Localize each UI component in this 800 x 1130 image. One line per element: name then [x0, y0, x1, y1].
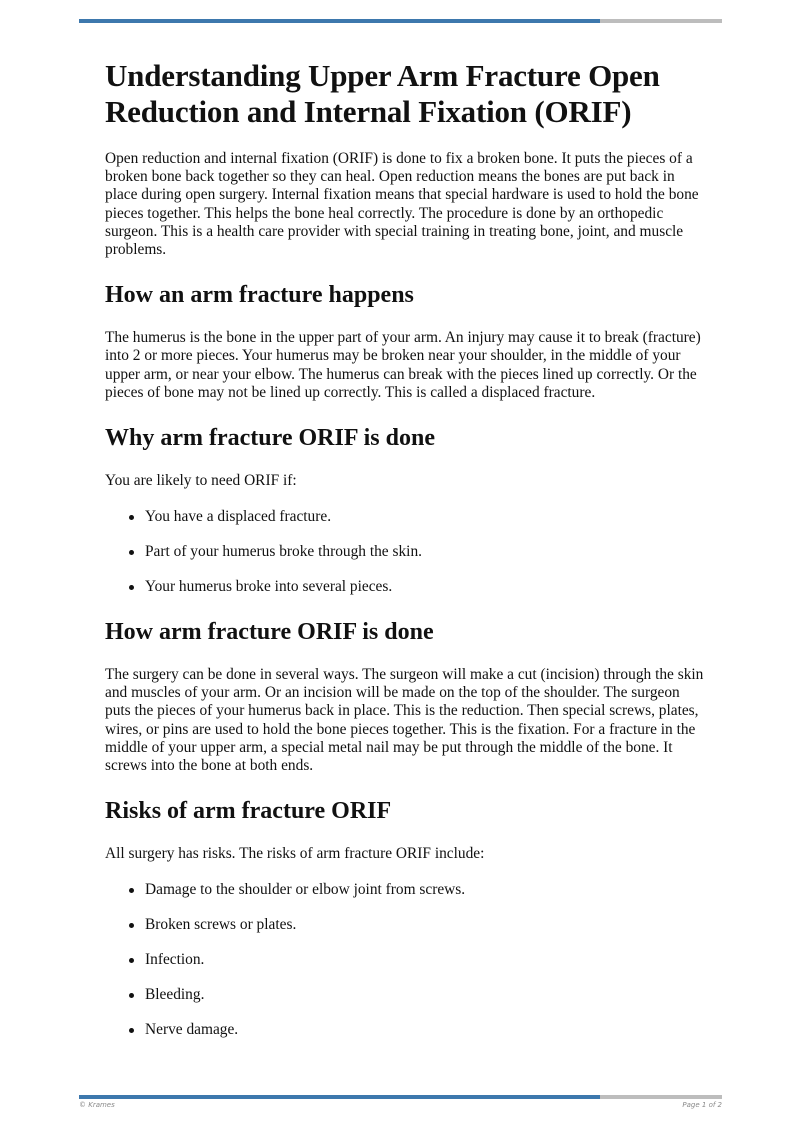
- list-item: [145, 951, 705, 969]
- list-item: [145, 881, 705, 899]
- list-item-text: Damage to the shoulder or elbow joint from screws.: [145, 881, 466, 899]
- bullet-icon: [129, 923, 134, 928]
- risks-list: [105, 881, 705, 1038]
- list-item-text: Nerve damage.: [145, 1020, 239, 1038]
- why-orif-list: [105, 508, 705, 596]
- section-heading-how-fracture-happens: How an arm fracture happens: [105, 282, 414, 309]
- list-item-text: Your humerus broke into several pieces.: [145, 577, 393, 595]
- bullet-icon: [129, 585, 134, 590]
- bullet-icon: [129, 888, 134, 893]
- section-heading-how-orif-done: How arm fracture ORIF is done: [105, 619, 434, 646]
- section-paragraph-how-fracture-happens: The humerus is the bone in the upper part of your arm. An injury may cause it to break (fracture) into 2 or more pieces. Your humerus may be broken near your shoulder, in the middle of your upper arm, or near your elbow. The humerus can break with the pieces lined up correctly. Or the pieces of bone may not be lined up correctly. This is called a displaced fracture.: [105, 329, 701, 401]
- section-heading-risks: Risks of arm fracture ORIF: [105, 798, 392, 825]
- list-item: [145, 543, 705, 561]
- list-item-text: Part of your humerus broke through the skin.: [145, 543, 422, 561]
- bullet-icon: [129, 1028, 134, 1033]
- section-paragraph-why-orif: You are likely to need ORIF if:: [105, 472, 297, 490]
- list-item: [145, 1021, 705, 1039]
- list-item-text: Infection.: [145, 951, 205, 969]
- bullet-icon: [129, 993, 134, 998]
- bullet-icon: [129, 515, 134, 520]
- header-progress-fill: [79, 19, 600, 23]
- section-paragraph-how-orif-done: The surgery can be done in several ways. The surgeon will make a cut (incision) through the skin and muscles of your arm. Or an incision will be made on the top of the shoulder. The surgeon puts the pieces of your humerus back in place. This is the reduction. Then special screws, plates, wires, or pins are used to hold the bone pieces together. This is the fixation. For a fracture in the middle of your upper arm, a special metal nail may be put through the middle of the bone. It screws into the bone at both ends.: [105, 666, 704, 775]
- header-progress-bar: [79, 19, 722, 23]
- list-item-text: Broken screws or plates.: [145, 916, 297, 934]
- list-item: [145, 916, 705, 934]
- intro-paragraph: Open reduction and internal fixation (ORIF) is done to fix a broken bone. It puts the pieces of a broken bone back together so they can heal. Open reduction means the bones are put back in place during open surgery. Internal fixation means that special hardware is used to hold the bone pieces together. This helps the bone heal correctly. The procedure is done by an orthopedic surgeon. This is a health care provider with special training in treating bone, joint, and muscle problems.: [105, 150, 699, 259]
- footer-copyright: © Krames: [79, 1101, 115, 1109]
- footer-page-number: Page 1 of 2: [682, 1101, 722, 1109]
- list-item: [145, 986, 705, 1004]
- page-title: Understanding Upper Arm Fracture Open Reduction and Internal Fixation (ORIF): [105, 58, 660, 129]
- list-item-text: You have a displaced fracture.: [145, 508, 332, 526]
- list-item: [145, 508, 705, 526]
- bullet-icon: [129, 958, 134, 963]
- footer-progress-fill: [79, 1095, 600, 1099]
- list-item-text: Bleeding.: [145, 985, 205, 1003]
- bullet-icon: [129, 550, 134, 555]
- list-item: [145, 578, 705, 596]
- footer-progress-bar: [79, 1095, 722, 1099]
- section-paragraph-risks: All surgery has risks. The risks of arm fracture ORIF include:: [105, 845, 485, 863]
- document-body: [105, 58, 705, 1061]
- section-heading-why-orif: Why arm fracture ORIF is done: [105, 425, 435, 452]
